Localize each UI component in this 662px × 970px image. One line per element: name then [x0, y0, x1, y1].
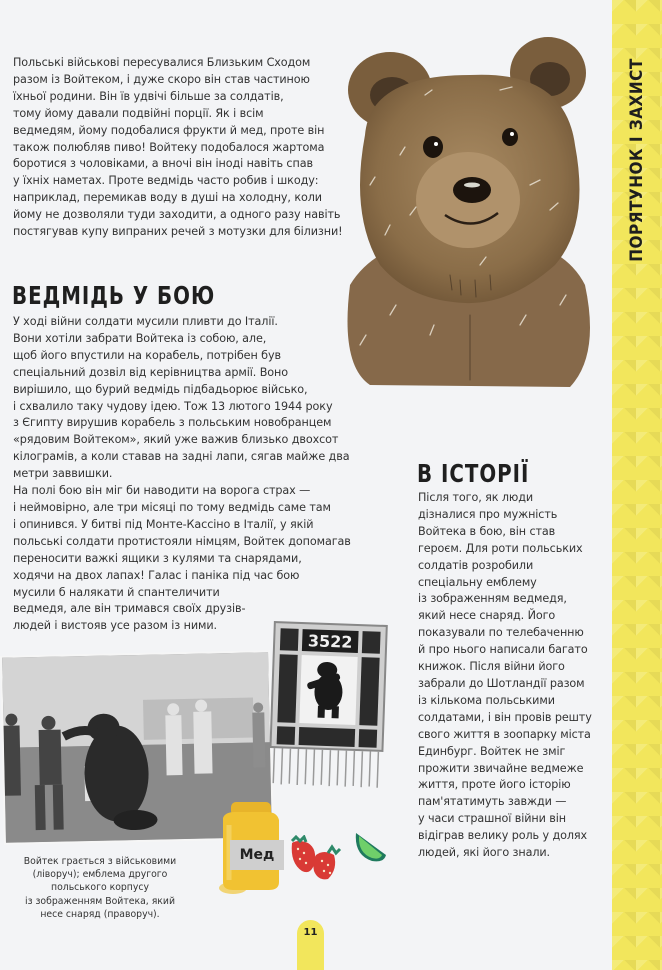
- text-line: Вони хотіли забрати Войтека із собою, але,: [13, 331, 267, 345]
- history-paragraph: [418, 490, 592, 862]
- text-line: з Єгипту вирушив корабель з польським новобранцем: [13, 416, 332, 430]
- text-line: і неймовірно, але три місяці по тому ведмідь саме там: [13, 500, 331, 514]
- text-line: метри заввишки.: [13, 467, 113, 481]
- text-line: їхньої родини. Він їв удвічі більше за солдатів,: [13, 89, 284, 103]
- text-line: у їхніх наметах. Проте ведмідь часто робив і шкоду:: [13, 174, 319, 188]
- text-line: також полюбляв пиво! Войтеку подобалося жартома: [13, 140, 325, 154]
- text-line: постягував купу випраних речей з мотузки для білизни!: [13, 225, 343, 239]
- text-line: польські солдати протистояли німцям, Войтек допомагав: [13, 534, 351, 548]
- text-line: книжок. Після війни його: [418, 660, 565, 674]
- battle-paragraph: [13, 314, 351, 635]
- text-line: На полі бою він міг би наводити на ворога страх —: [13, 484, 311, 498]
- text-line: Польські військові пересувалися Близьким Сходом: [13, 56, 311, 69]
- text-line: ведмедя, але він тримався своїх друзів-: [13, 602, 246, 616]
- text-line: йому не дозволяли туди заходити, а одного разу навіть: [13, 208, 341, 222]
- text-line: Після того, як люди: [418, 491, 534, 504]
- caption-line: несе снаряд (праворуч).: [40, 908, 160, 920]
- emblem-number: 3522: [307, 631, 353, 652]
- text-line: Единбург. Войтек не зміг: [418, 744, 566, 758]
- caption-line: Войтек грається з військовими: [23, 856, 177, 867]
- caption-line: із зображенням Войтека, який: [24, 895, 176, 907]
- caption-line: польського корпусу: [50, 882, 149, 894]
- text-line: і схвалило таку чудову ідею. Тож 13 лютого 1944 року: [13, 399, 333, 413]
- strawberries-illustration: [288, 835, 343, 885]
- battle-heading: ВЕДМІДЬ У БОЮ: [12, 282, 216, 311]
- text-line: ходячи на двох лапах! Галас і паніка під час бою: [13, 568, 300, 582]
- page-number-tab: [297, 920, 324, 970]
- text-line: боротися з чоловіками, а вночі він іноді навіть спав: [13, 157, 313, 171]
- text-line: забрали до Шотландії разом: [418, 676, 585, 690]
- section-sidebar: [612, 0, 662, 970]
- text-line: наприклад, перемикав воду в душі на холодну, коли: [13, 191, 322, 205]
- text-line: людей і вистояв усе разом із ними.: [13, 619, 217, 633]
- text-line: життя, проте його історію: [418, 778, 571, 792]
- polish-corps-emblem-banner: [265, 618, 391, 792]
- text-line: солдатами, і він провів решту: [418, 710, 592, 724]
- text-line: із зображенням ведмедя,: [418, 592, 567, 606]
- photo-caption: [0, 855, 200, 921]
- section-label: ПОРЯТУНОК І ЗАХИСТ: [627, 58, 648, 262]
- text-line: який несе снаряд. Його: [418, 609, 556, 623]
- text-line: свого життя в зоопарку міста: [418, 727, 591, 741]
- text-line: відіграв велику роль у долях: [418, 829, 588, 843]
- text-line: мусили б налякати й спантеличити: [13, 585, 220, 599]
- text-line: із кількома польськими: [418, 693, 555, 707]
- text-line: героєм. Для роти польських: [418, 541, 583, 555]
- text-line: дізналися про мужність: [418, 507, 558, 521]
- history-heading: В ІСТОРІЇ: [417, 460, 530, 489]
- text-line: щоб його впустили на корабель, потрібен був: [13, 348, 281, 362]
- bear-portrait-illustration: [330, 35, 600, 390]
- page-number: 11: [303, 927, 318, 938]
- text-line: і опинився. У битві під Монте-Кассіно в Італії, у якій: [13, 517, 314, 531]
- text-line: «рядовим Войтеком», який уже важив близько двохсот: [13, 433, 339, 447]
- section-label-container: [617, 60, 657, 260]
- text-line: спеціальний дозвіл від керівництва армії. Воно: [13, 365, 288, 379]
- text-line: тому йому давали подвійні порції. Як і всім: [13, 106, 264, 120]
- text-line: прожити звичайне ведмеже: [418, 761, 584, 775]
- text-line: пам'ятатимуть завжди —: [418, 795, 567, 809]
- text-line: показували по телебаченню: [418, 626, 584, 640]
- text-line: разом із Войтеком, і дуже скоро він став частиною: [13, 72, 310, 86]
- text-line: у часи страшної війни він: [418, 812, 566, 826]
- caption-line: (ліворуч); емблема другого: [32, 869, 168, 881]
- lime-slice-illustration: [350, 825, 388, 865]
- text-line: ведмедям, йому подобалися фрукти й мед, проте він: [13, 123, 325, 137]
- text-line: кілограмів, а коли ставав на задні лапи, сягав майже два: [13, 450, 350, 464]
- text-line: Войтека в бою, він став: [418, 524, 556, 538]
- text-line: й про нього написали багато: [418, 643, 588, 657]
- honey-jar-label: Мед: [230, 840, 284, 870]
- text-line: людей, які його знали.: [418, 846, 551, 860]
- text-line: переносити важкі ящики з кулями та снарядами,: [13, 551, 302, 565]
- text-line: спеціальну емблему: [418, 575, 537, 589]
- text-line: У ході війни солдати мусили пливти до Італії.: [13, 315, 278, 328]
- text-line: солдатів розробили: [418, 558, 534, 572]
- text-line: вирішило, що бурий ведмідь підбадьорює військо,: [13, 382, 308, 396]
- intro-paragraph: [13, 55, 343, 241]
